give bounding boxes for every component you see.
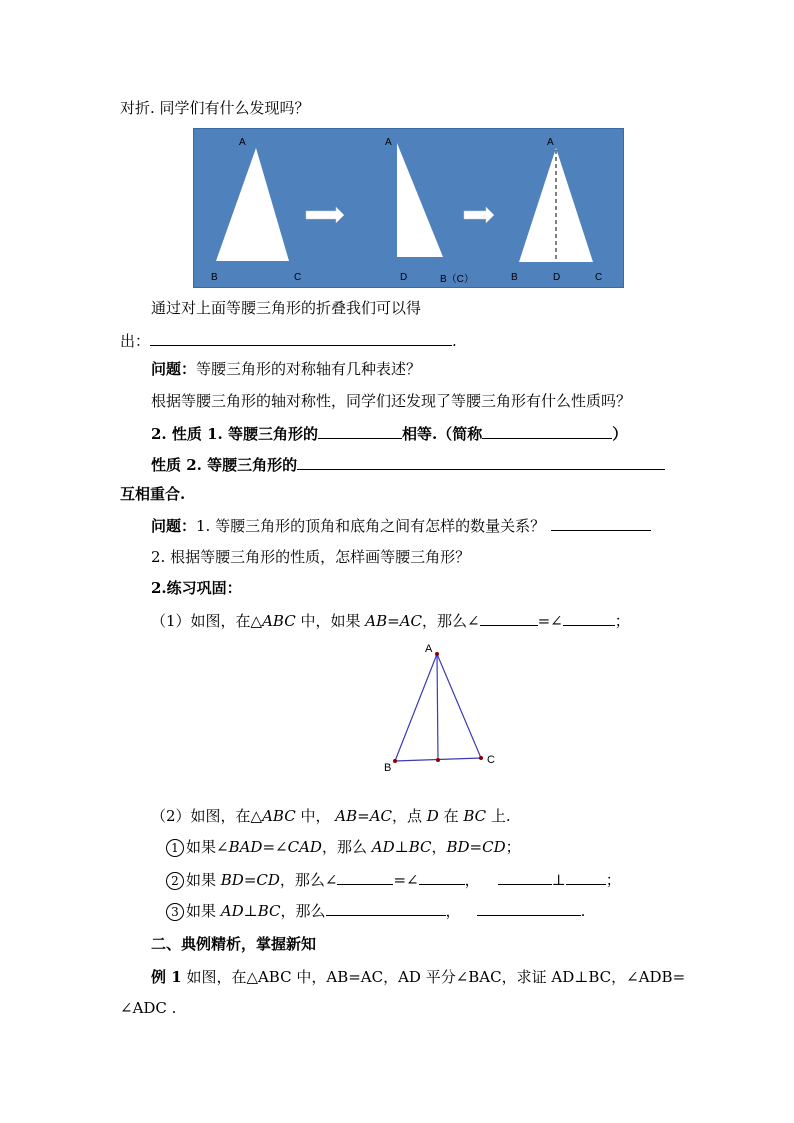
ex2-1-cad: CAD [287, 838, 322, 856]
ex2-3-blank2[interactable] [477, 900, 581, 916]
label-t1-C: C [294, 272, 302, 283]
property2-prefix: 性质 2. 等腰三角形的 [151, 456, 298, 474]
ex2-2-blank2[interactable] [419, 869, 465, 885]
ex2-1-text3: ，那么 [321, 838, 372, 856]
triangle-figure [380, 640, 500, 775]
conclusion-line1: 通过对上面等腰三角形的折叠我们可以得 [151, 299, 422, 317]
ex1-triangle-symbol: △ [250, 612, 263, 630]
ex2-1-bad: BAD [228, 838, 263, 856]
ex1-prefix: （1）如图，在 [151, 612, 251, 630]
section2-title: 二、典例精析，掌握新知 [151, 935, 317, 953]
ex2-2-blank4[interactable] [566, 869, 606, 885]
circled-number-3: 3 [166, 903, 184, 921]
ex1-blank1[interactable] [480, 610, 538, 626]
ex2-1-ad: AD [371, 838, 395, 856]
triangle-folded [397, 143, 443, 257]
ex2-3-text1: 如果 [186, 902, 221, 920]
ex2-3-ad: AD [220, 902, 244, 920]
fig2-label-C: C [487, 754, 495, 766]
label-t2-D: D [400, 272, 408, 283]
property1-middle: 相等.（简称 [402, 425, 483, 443]
practice-title: 2.练习巩固： [151, 579, 242, 597]
label-t3-B: B [511, 272, 518, 283]
ex2-2-end: ； [605, 871, 621, 889]
side-AC [437, 654, 481, 758]
example1-line2: ∠ADC . [120, 999, 177, 1017]
exercise2-item2 [166, 869, 621, 890]
question2-label: 问题： [151, 517, 197, 535]
point-B [393, 759, 397, 763]
ex2-2-eq: =∠ [393, 871, 419, 889]
ex2-2-perp: ⊥ [551, 871, 566, 889]
property1-blank2[interactable] [482, 423, 612, 439]
ex1-abac: AB=AC [365, 612, 422, 630]
exercise2-item3 [166, 900, 585, 921]
ex2-2-text1: 如果 [186, 871, 221, 889]
ex2-1-perp: ⊥ [394, 838, 409, 856]
conclusion-prefix: 出： [120, 332, 151, 350]
property2-blank[interactable] [297, 454, 665, 470]
point-A [435, 652, 439, 656]
ex2-prefix: （2）如图，在 [151, 807, 251, 825]
conclusion-line2 [120, 330, 457, 351]
label-t3-A: A [547, 137, 554, 148]
ex2-bc: BC [463, 807, 487, 825]
ex2-rest3: 上. [486, 807, 511, 825]
conclusion-blank[interactable] [150, 330, 452, 346]
ex1-then: ，那么∠ [422, 612, 480, 630]
example1 [151, 967, 685, 987]
question1-text: 等腰三角形的对称轴有几种表述？ [196, 360, 422, 378]
ex2-mid: 中， [295, 807, 336, 825]
ex2-1-text4: ， [431, 838, 447, 856]
triangle-figure-svg [380, 640, 500, 775]
conclusion-suffix: . [452, 332, 457, 350]
ex1-end: ； [614, 612, 630, 630]
ex2-abac: AB=AC [335, 807, 392, 825]
property1 [151, 423, 627, 444]
question2-blank[interactable] [551, 515, 651, 531]
triangle-original [216, 148, 289, 261]
arrow-icon-2 [464, 207, 494, 223]
example1-label: 例 1 [151, 968, 182, 986]
discover-text: 根据等腰三角形的轴对称性，同学们还发现了等腰三角形有什么性质吗？ [151, 392, 632, 410]
ex2-3-blank1[interactable] [326, 900, 446, 916]
label-t3-C: C [595, 272, 603, 283]
ex2-rest2: 在 [438, 807, 464, 825]
label-t3-D: D [553, 272, 561, 283]
property1-prefix: 2. 性质 1. 等腰三角形的 [151, 425, 318, 443]
ex2-1-text2: =∠ [262, 838, 288, 856]
property2-continuation: 互相重合. [120, 485, 186, 503]
ex2-3-perp: ⊥ [243, 902, 258, 920]
circled-number-2: 2 [166, 872, 184, 890]
exercise2-item1 [166, 837, 521, 857]
fig2-label-A: A [425, 643, 433, 655]
property2 [151, 454, 665, 475]
label-t2-BC: B（C） [440, 274, 474, 285]
ex2-2-blank1[interactable] [337, 869, 393, 885]
ex2-1-text1: 如果∠ [186, 838, 229, 856]
point-D [436, 758, 440, 762]
ex2-3-comma: ， [445, 902, 461, 920]
label-t2-A: A [385, 137, 392, 148]
point-C [479, 756, 483, 760]
question2b: 2. 根据等腰三角形的性质，怎样画等腰三角形？ [151, 548, 471, 566]
question1 [151, 359, 421, 379]
ex2-2-blank3[interactable] [498, 869, 552, 885]
folding-figure [193, 128, 624, 288]
question2-text: 1. 等腰三角形的顶角和底角之间有怎样的数量关系？ [196, 517, 546, 535]
side-AB [395, 654, 437, 761]
arrow-icon-1 [306, 207, 344, 223]
label-t1-B: B [211, 272, 218, 283]
ex2-1-bdcd: BD=CD [446, 838, 506, 856]
ex2-3-bc: BC [257, 902, 281, 920]
ex2-1-end: ； [505, 838, 521, 856]
ex2-3-text2: ，那么 [280, 902, 326, 920]
ex2-triangle-symbol: △ [250, 807, 263, 825]
property1-suffix: ） [612, 425, 628, 443]
circled-number-1: 1 [166, 839, 184, 857]
ex1-blank2[interactable] [563, 610, 615, 626]
ex1-mid: 中，如果 [295, 612, 366, 630]
median-AD [437, 654, 438, 760]
exercise2 [151, 806, 511, 826]
ex2-1-bc: BC [408, 838, 432, 856]
example1-text: 如图，在△ABC 中，AB=AC，AD 平分∠BAC，求证 AD⊥BC，∠ADB= [181, 968, 686, 986]
label-t1-A: A [239, 137, 246, 148]
ex2-rest1: ，点 [392, 807, 427, 825]
ex2-2-bdcd: BD=CD [220, 871, 280, 889]
ex2-2-comma: ， [464, 871, 480, 889]
question2 [151, 515, 651, 536]
ex2-2-text2: ，那么∠ [279, 871, 338, 889]
ex1-abc: ABC [262, 612, 296, 630]
exercise1 [151, 610, 630, 631]
ex2-d: D [426, 807, 439, 825]
ex2-abc: ABC [262, 807, 296, 825]
ex2-3-end: . [580, 902, 586, 920]
folding-figure-svg [194, 129, 623, 287]
intro-text: 对折. 同学们有什么发现吗？ [120, 99, 310, 117]
question1-label: 问题： [151, 360, 197, 378]
property1-blank1[interactable] [318, 423, 402, 439]
ex1-eq: =∠ [537, 612, 563, 630]
fig2-label-B: B [384, 762, 392, 774]
